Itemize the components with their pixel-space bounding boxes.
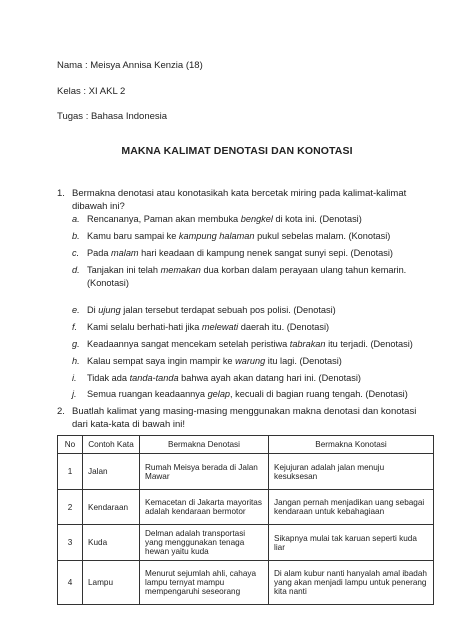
item-letter: b. (72, 231, 80, 241)
question-2 (57, 405, 427, 431)
sentence-text: Kamu baru sampai ke (87, 231, 179, 241)
table-row (58, 525, 434, 561)
row-connotation: Kejujuran adalah jalan menuju kesuksesan (269, 454, 434, 490)
row-denotation: Kemacetan di Jakarta mayoritas adalah kendaraan bermotor (140, 490, 269, 525)
item-letter: c. (72, 248, 80, 258)
answer-item (72, 304, 432, 317)
sentence-text: hari keadaan di kampung nenek sangat sunyi sepi. (Denotasi) (138, 248, 393, 258)
item-letter: i. (72, 373, 77, 383)
italic-keyword: kampung halaman (178, 231, 255, 241)
row-connotation: Di alam kubur nanti hanyalah amal ibadah yang akan menjadi lampu untuk penerang kita nanti (269, 561, 434, 605)
table-row (58, 454, 434, 490)
item-letter: g. (72, 339, 80, 349)
sentence-text: , kecuali di bagian ruang tengah. (Denotasi) (230, 389, 408, 399)
row-number: 3 (58, 525, 83, 561)
item-letter: f. (72, 322, 78, 332)
row-word: Kendaraan (83, 490, 140, 525)
italic-keyword: tanda-tanda (129, 373, 179, 383)
question-text: Buatlah kalimat yang masing-masing menggunakan makna denotasi dan konotasi dari kata-kata di bawah ini! (72, 406, 417, 430)
italic-keyword: bengkel (240, 214, 273, 224)
table-row (58, 490, 434, 525)
table-row (58, 561, 434, 605)
table-header-row (58, 436, 434, 454)
header-no: No (58, 436, 83, 454)
question-number: 2. (57, 406, 65, 417)
header-word: Contoh Kata (83, 436, 140, 454)
question-1 (57, 187, 427, 213)
answer-item (72, 213, 432, 226)
row-number: 4 (58, 561, 83, 605)
sentence-text: Tanjakan ini telah (87, 265, 161, 275)
row-number: 2 (58, 490, 83, 525)
header-connotation: Bermakna Konotasi (269, 436, 434, 454)
item-sentence (87, 372, 432, 385)
italic-keyword: memakan (160, 265, 201, 275)
italic-keyword: ujung (98, 305, 121, 315)
row-word: Jalan (83, 454, 140, 490)
sentence-text: Tidak ada (87, 373, 130, 383)
item-sentence (87, 338, 432, 351)
answer-item (72, 388, 432, 401)
sentence-text: Keadaannya sangat mencekam setelah peristiwa (87, 339, 290, 349)
row-word: Lampu (83, 561, 140, 605)
answer-item (72, 264, 432, 290)
sentence-text: Pada (87, 248, 112, 258)
student-class: Kelas : XI AKL 2 (57, 86, 126, 97)
question-number: 1. (57, 188, 65, 199)
assignment-subject: Tugas : Bahasa Indonesia (57, 111, 168, 122)
italic-keyword: malam (111, 248, 139, 258)
sentence-text: di kota ini. (Denotasi) (272, 214, 362, 224)
item-sentence (87, 304, 432, 317)
row-denotation: Delman adalah transportasi yang menggunakan tenaga hewan yaitu kuda (140, 525, 269, 561)
row-connotation: Jangan pernah menjadikan uang sebagai kendaraan untuk kebahagiaan (269, 490, 434, 525)
answer-item (72, 355, 432, 368)
italic-keyword: melewati (201, 322, 239, 332)
item-letter: e. (72, 305, 80, 315)
answer-item (72, 338, 432, 351)
row-denotation: Menurut sejumlah ahli, cahaya lampu ternyat mampu mempengaruhi seseorang (140, 561, 269, 605)
row-connotation: Sikapnya mulai tak karuan seperti kuda liar (269, 525, 434, 561)
item-letter: h. (72, 356, 80, 366)
item-letter: j. (72, 389, 77, 399)
sentence-text: Rencananya, Paman akan membuka (87, 214, 241, 224)
item-sentence (87, 213, 432, 226)
row-number: 1 (58, 454, 83, 490)
item-sentence (87, 388, 432, 401)
sentence-text: Kami selalu berhati-hati jika (87, 322, 202, 332)
sentence-text: Kalau sempat saya ingin mampir ke (87, 356, 236, 366)
item-sentence (87, 247, 432, 260)
item-sentence (87, 230, 432, 243)
header-denotation: Bermakna Denotasi (140, 436, 269, 454)
item-sentence (87, 321, 432, 334)
item-sentence (87, 355, 432, 368)
row-denotation: Rumah Meisya berada di Jalan Mawar (140, 454, 269, 490)
row-word: Kuda (83, 525, 140, 561)
sentence-text: jalan tersebut terdapat sebuah pos polisi. (Denotasi) (120, 305, 336, 315)
sentence-text: itu lagi. (Denotasi) (265, 356, 342, 366)
italic-keyword: warung (235, 356, 266, 366)
sentence-text: daerah itu. (Denotasi) (238, 322, 330, 332)
answer-item (72, 247, 432, 260)
answer-item (72, 372, 432, 385)
italic-keyword: tabrakan (289, 339, 326, 349)
sentence-text: pukul sebelas malam. (Konotasi) (254, 231, 391, 241)
sentence-text: itu terjadi. (Denotasi) (325, 339, 413, 349)
student-name: Nama : Meisya Annisa Kenzia (18) (57, 60, 203, 71)
sentence-text: Di (87, 305, 99, 315)
answer-item (72, 321, 432, 334)
item-sentence (87, 264, 432, 290)
answer-item (72, 230, 432, 243)
answer-table (57, 435, 434, 605)
page-title: MAKNA KALIMAT DENOTASI DAN KONOTASI (121, 145, 353, 157)
italic-keyword: gelap (207, 389, 231, 399)
item-letter: a. (72, 214, 80, 224)
sentence-text: bahwa ayah akan datang hari ini. (Denotasi) (178, 373, 361, 383)
sentence-text: dua korban dalam perayaan ulang tahun kemarin. (Konotasi) (87, 265, 407, 288)
question-text: Bermakna denotasi atau konotasikah kata bercetak miring pada kalimat-kalimat dibawah ini? (72, 188, 407, 212)
item-letter: d. (72, 265, 80, 275)
sentence-text: Semua ruangan keadaannya (87, 389, 208, 399)
